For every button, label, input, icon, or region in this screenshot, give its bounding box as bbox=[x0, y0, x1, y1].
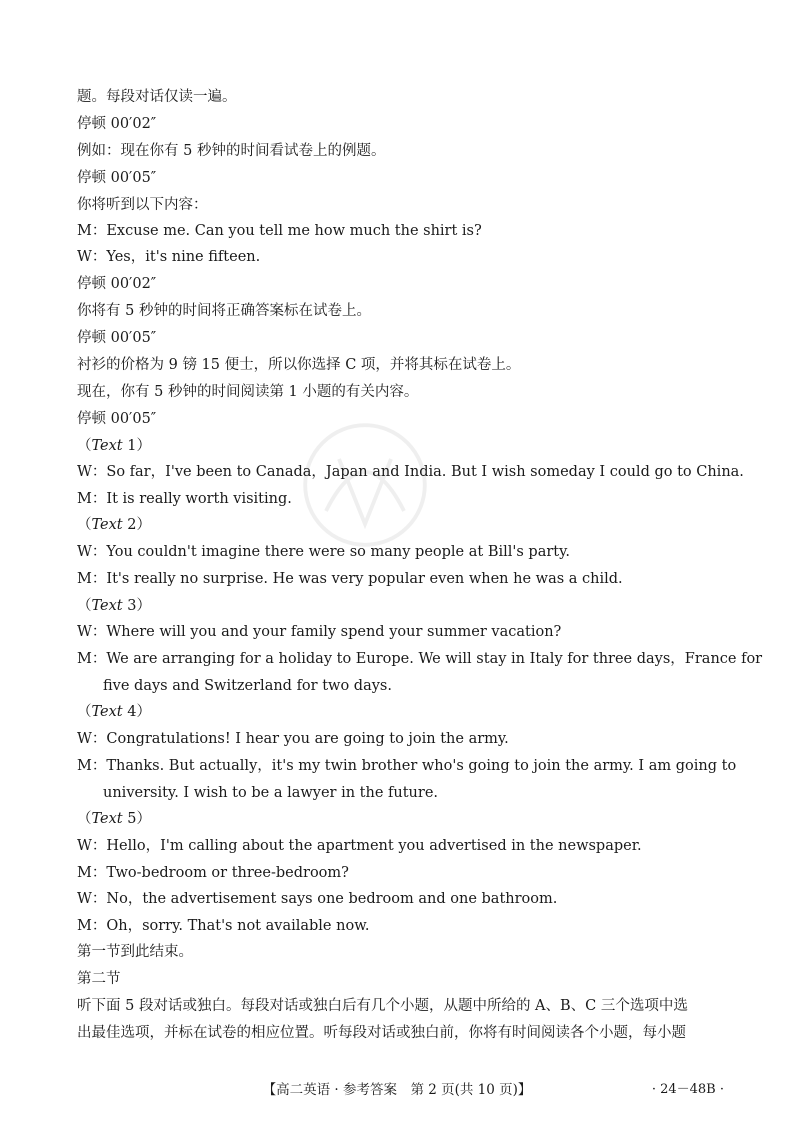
watermark-logo bbox=[300, 420, 430, 550]
pause-line: 停顿 00′02″ bbox=[77, 116, 157, 132]
text-label: （Text 5） bbox=[77, 811, 151, 827]
instruction-line: 出最佳选项，并标在试卷的相应位置。听每段对话或独白前，你将有时间阅读各个小题，每小题 bbox=[77, 1025, 686, 1041]
page-footer: 【高二英语 · 参考答案 第 2 页(共 10 页)】 bbox=[262, 1082, 532, 1098]
dialogue-line: W：Hello，I'm calling about the apartment you advertised in the newspaper. bbox=[77, 838, 642, 854]
dialogue-line: M：It is really worth visiting. bbox=[77, 491, 292, 507]
section-end-line: 第一节到此结束。 bbox=[77, 944, 193, 960]
pause-line: 停顿 00′05″ bbox=[77, 170, 157, 186]
text-line: 题。每段对话仅读一遍。 bbox=[77, 89, 237, 105]
text-label: （Text 1） bbox=[77, 438, 151, 454]
text-line: 你将听到以下内容： bbox=[77, 197, 208, 213]
text-line: 你将有 5 秒钟的时间将正确答案标在试卷上。 bbox=[77, 303, 371, 319]
text-line: 例如：现在你有 5 秒钟的时间看试卷上的例题。 bbox=[77, 143, 386, 159]
dialogue-line: M：We are arranging for a holiday to Europe. We will stay in Italy for three days，France for bbox=[77, 651, 763, 667]
dialogue-continuation: university. I wish to be a lawyer in the future. bbox=[103, 785, 439, 801]
pause-line: 停顿 00′05″ bbox=[77, 411, 157, 427]
dialogue-line: W：You couldn't imagine there were so many people at Bill's party. bbox=[77, 544, 570, 560]
dialogue-line: M：Thanks. But actually，it's my twin brother who's going to join the army. I am going to bbox=[77, 758, 737, 774]
pause-line: 停顿 00′05″ bbox=[77, 330, 157, 346]
dialogue-line: W：Yes，it's nine fifteen. bbox=[77, 249, 261, 265]
dialogue-line: M：Excuse me. Can you tell me how much the shirt is? bbox=[77, 223, 482, 239]
dialogue-line: M：Oh，sorry. That's not available now. bbox=[77, 918, 370, 934]
text-line: 衬衫的价格为 9 镑 15 便士，所以你选择 C 项，并将其标在试卷上。 bbox=[77, 357, 521, 373]
footer-code: · 24－48B · bbox=[651, 1082, 724, 1097]
dialogue-line: M：Two-bedroom or three-bedroom? bbox=[77, 865, 349, 881]
text-line: 现在，你有 5 秒钟的时间阅读第 1 小题的有关内容。 bbox=[77, 384, 419, 400]
dialogue-line: W：So far，I've been to Canada，Japan and India. But I wish someday I could go to China. bbox=[77, 464, 744, 480]
dialogue-line: W：Congratulations! I hear you are going to join the army. bbox=[77, 731, 509, 747]
text-label: （Text 3） bbox=[77, 598, 151, 614]
instruction-line: 听下面 5 段对话或独白。每段对话或独白后有几个小题，从题中所给的 A、B、C 三个选项中选 bbox=[77, 998, 688, 1014]
pause-line: 停顿 00′02″ bbox=[77, 276, 157, 292]
text-label: （Text 4） bbox=[77, 704, 151, 720]
dialogue-continuation: five days and Switzerland for two days. bbox=[103, 678, 392, 694]
text-label: （Text 2） bbox=[77, 517, 151, 533]
dialogue-line: M：It's really no surprise. He was very popular even when he was a child. bbox=[77, 571, 623, 587]
section-heading: 第二节 bbox=[77, 971, 121, 987]
dialogue-line: W：Where will you and your family spend your summer vacation? bbox=[77, 624, 562, 640]
dialogue-line: W：No，the advertisement says one bedroom and one bathroom. bbox=[77, 891, 558, 907]
